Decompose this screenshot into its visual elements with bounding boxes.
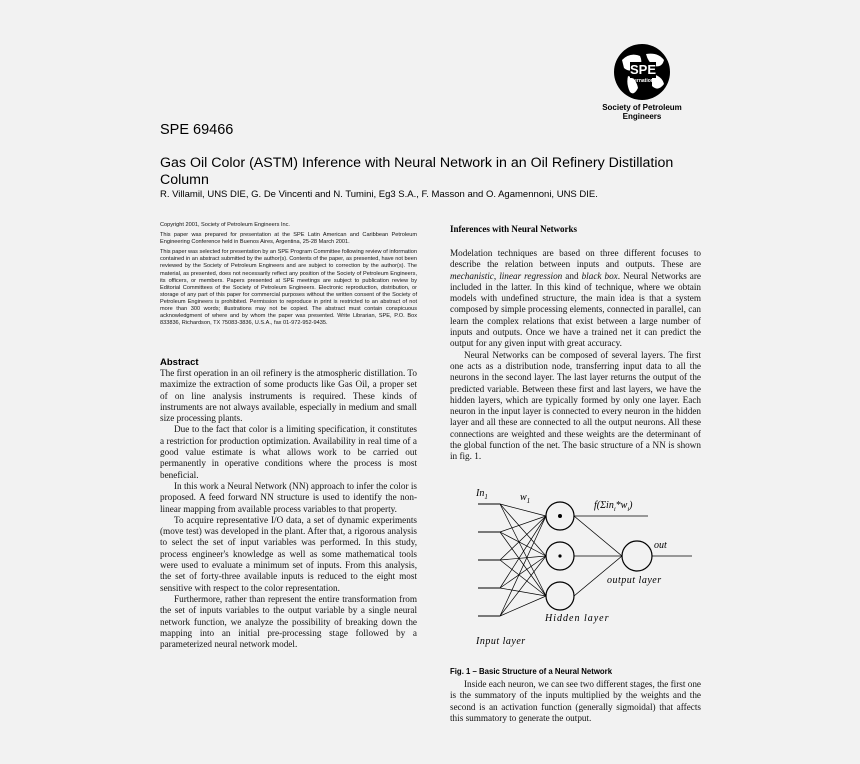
label-w1: $w_1$ bbox=[520, 492, 531, 505]
abstract-heading: Abstract bbox=[160, 357, 199, 368]
input-to-hidden-connections bbox=[500, 504, 546, 616]
input-lines bbox=[478, 504, 500, 616]
section-paragraph: Inside each neuron, we can see two different stages, the first one is the summatory of the inputs multiplied by the weights and the second is an activation function (generally sigmoidal) that affects this summatory to generate the output. bbox=[450, 679, 701, 723]
abstract-paragraph: In this work a Neural Network (NN) approach to infer the color is proposed. A feed forward NN structure is used to identify the non-linear mapping from available process variables to that property. bbox=[160, 480, 417, 514]
term-linear-regression: linear regression bbox=[499, 270, 563, 281]
section-heading: Inferences with Neural Networks bbox=[450, 224, 578, 234]
label-in1: $In_1$ bbox=[476, 488, 488, 501]
section-paragraph: Modelation techniques are based on three different focuses to describe the relation between inputs and outputs. These are mechanistic, linear regression and black box. Neural Networks are included in the latter. In this kind of technique, where we obtain models with undefined structure, the main idea is that a system composed by simple processing elements, connected in parallel, can learn the complex relations that exist between a large number of inputs and outputs. Once we have a trained net it can predict the output for any given input with great accuracy. bbox=[450, 248, 702, 349]
section-body bbox=[450, 248, 701, 463]
label-activation: $f(\Sigma in_i*w_i)$ bbox=[594, 500, 633, 513]
label-hidden-layer: Hidden layer bbox=[545, 613, 610, 624]
neural-network-figure bbox=[470, 482, 700, 652]
conference-line: This paper was prepared for presentation at the SPE Latin American and Caribbean Petroleum Engineering Conference held in Buenos Aires, Argentina, 25-28 March 2001. bbox=[160, 232, 417, 246]
review-notice: This paper was selected for presentation by an SPE Program Committee following review of information contained in an abstract submitted by the author(s). Contents of the paper, as presented, have not been reviewed by the Society of Petroleum Engineers and are subject to correction by the author(s). The material, as presented, does not necessarily reflect any position of the Society of Petroleum Engineers, its officers, or members. Papers presented at SPE meetings are subject to publication review by Editorial Committees of the Society of Petroleum Engineers. Electronic reproduction, distribution, or storage of any part of this paper for commercial purposes without the written consent of the Society of Petroleum Engineers is prohibited. Permission to reproduce in print is restricted to an abstract of not more than 300 words; illustrations may not be copied. The abstract must contain conspicuous acknowledgment of where and by whom the paper was presented. Write Librarian, SPE, P.O. Box 833836, Richardson, TX 75083-3836, U.S.A., fax 01-972-952-9435. bbox=[160, 249, 417, 327]
paper-number: SPE 69466 bbox=[160, 122, 234, 138]
logo-badge-sub: International bbox=[627, 78, 659, 84]
abstract-paragraph: Due to the fact that color is a limiting specification, it constitutes a restriction for production optimization. Availability in real time of a good value estimate is what allows work to be carried out permanently in operative conditions where the process is most beneficial. bbox=[160, 424, 417, 480]
term-mechanistic: mechanistic bbox=[450, 270, 494, 281]
section-body-continued bbox=[450, 679, 701, 724]
copyright-notice bbox=[160, 222, 417, 330]
abstract-paragraph: To acquire representative I/O data, a set of dynamic experiments (move test) was developed in the plant. After that, a rigorous analysis to select the set of input variables was performed. In this study, process engineer's knowledge as well as some mathematical tools were used to evaluate a minimum set of inputs. From this analysis, the set of forty-three available inputs is reduced to the eight most sensitive with respect to the color representation. bbox=[160, 514, 417, 593]
paper-title: Gas Oil Color (ASTM) Inference with Neural Network in an Oil Refinery Distillation Column bbox=[160, 155, 674, 188]
abstract-body bbox=[160, 368, 417, 650]
label-output-layer: output layer bbox=[607, 575, 662, 586]
label-input-layer: Input layer bbox=[476, 636, 526, 647]
abstract-paragraph: The first operation in an oil refinery is the atmospheric distillation. To maximize the extraction of some products like Gas Oil, a proper set of on line analysis instruments is required. These kinds of instruments are not always available, especially in medium and small size processing plants. bbox=[160, 368, 417, 424]
neuron-dot bbox=[558, 514, 562, 518]
copyright-line: Copyright 2001, Society of Petroleum Engineers Inc. bbox=[160, 222, 290, 228]
paper-authors: R. Villamil, UNS DIE, G. De Vincenti and N. Tumini, Eg3 S.A., F. Masson and O. Agamennoni, UNS DIE. bbox=[160, 189, 598, 200]
hidden-neuron bbox=[546, 582, 574, 610]
label-out: out bbox=[654, 540, 667, 551]
section-paragraph: Neural Networks can be composed of several layers. The first one acts as a distribution node, transferring input data to all the neurons in the second layer. The last layer returns the output of the predicted variable. Between these first and last layers, we have the hidden layers, which are typically formed by only one layer. Each neuron in the input layer is connected to every neuron in the hidden layer and all these are connected to all the output neurons. All these connections are weighted and these weights are the determinant of the global function of the net. The basic structure of a NN is shown in fig. 1. bbox=[450, 349, 701, 462]
logo-badge-text: SPE bbox=[629, 62, 657, 77]
logo-caption: Society of Petroleum Engineers bbox=[602, 103, 682, 121]
term-black-box: black box bbox=[581, 270, 618, 281]
neuron-dot bbox=[558, 554, 561, 557]
output-neuron bbox=[622, 541, 652, 571]
figure-caption: Fig. 1 – Basic Structure of a Neural Network bbox=[450, 667, 613, 676]
abstract-paragraph: Furthermore, rather than represent the entire transformation from the set of inputs variables to the output variable by a single neural network function, we analyze the possibility of breaking down the mapping into an initial pre-processing stage followed by a parameterized neural network model. bbox=[160, 593, 417, 650]
